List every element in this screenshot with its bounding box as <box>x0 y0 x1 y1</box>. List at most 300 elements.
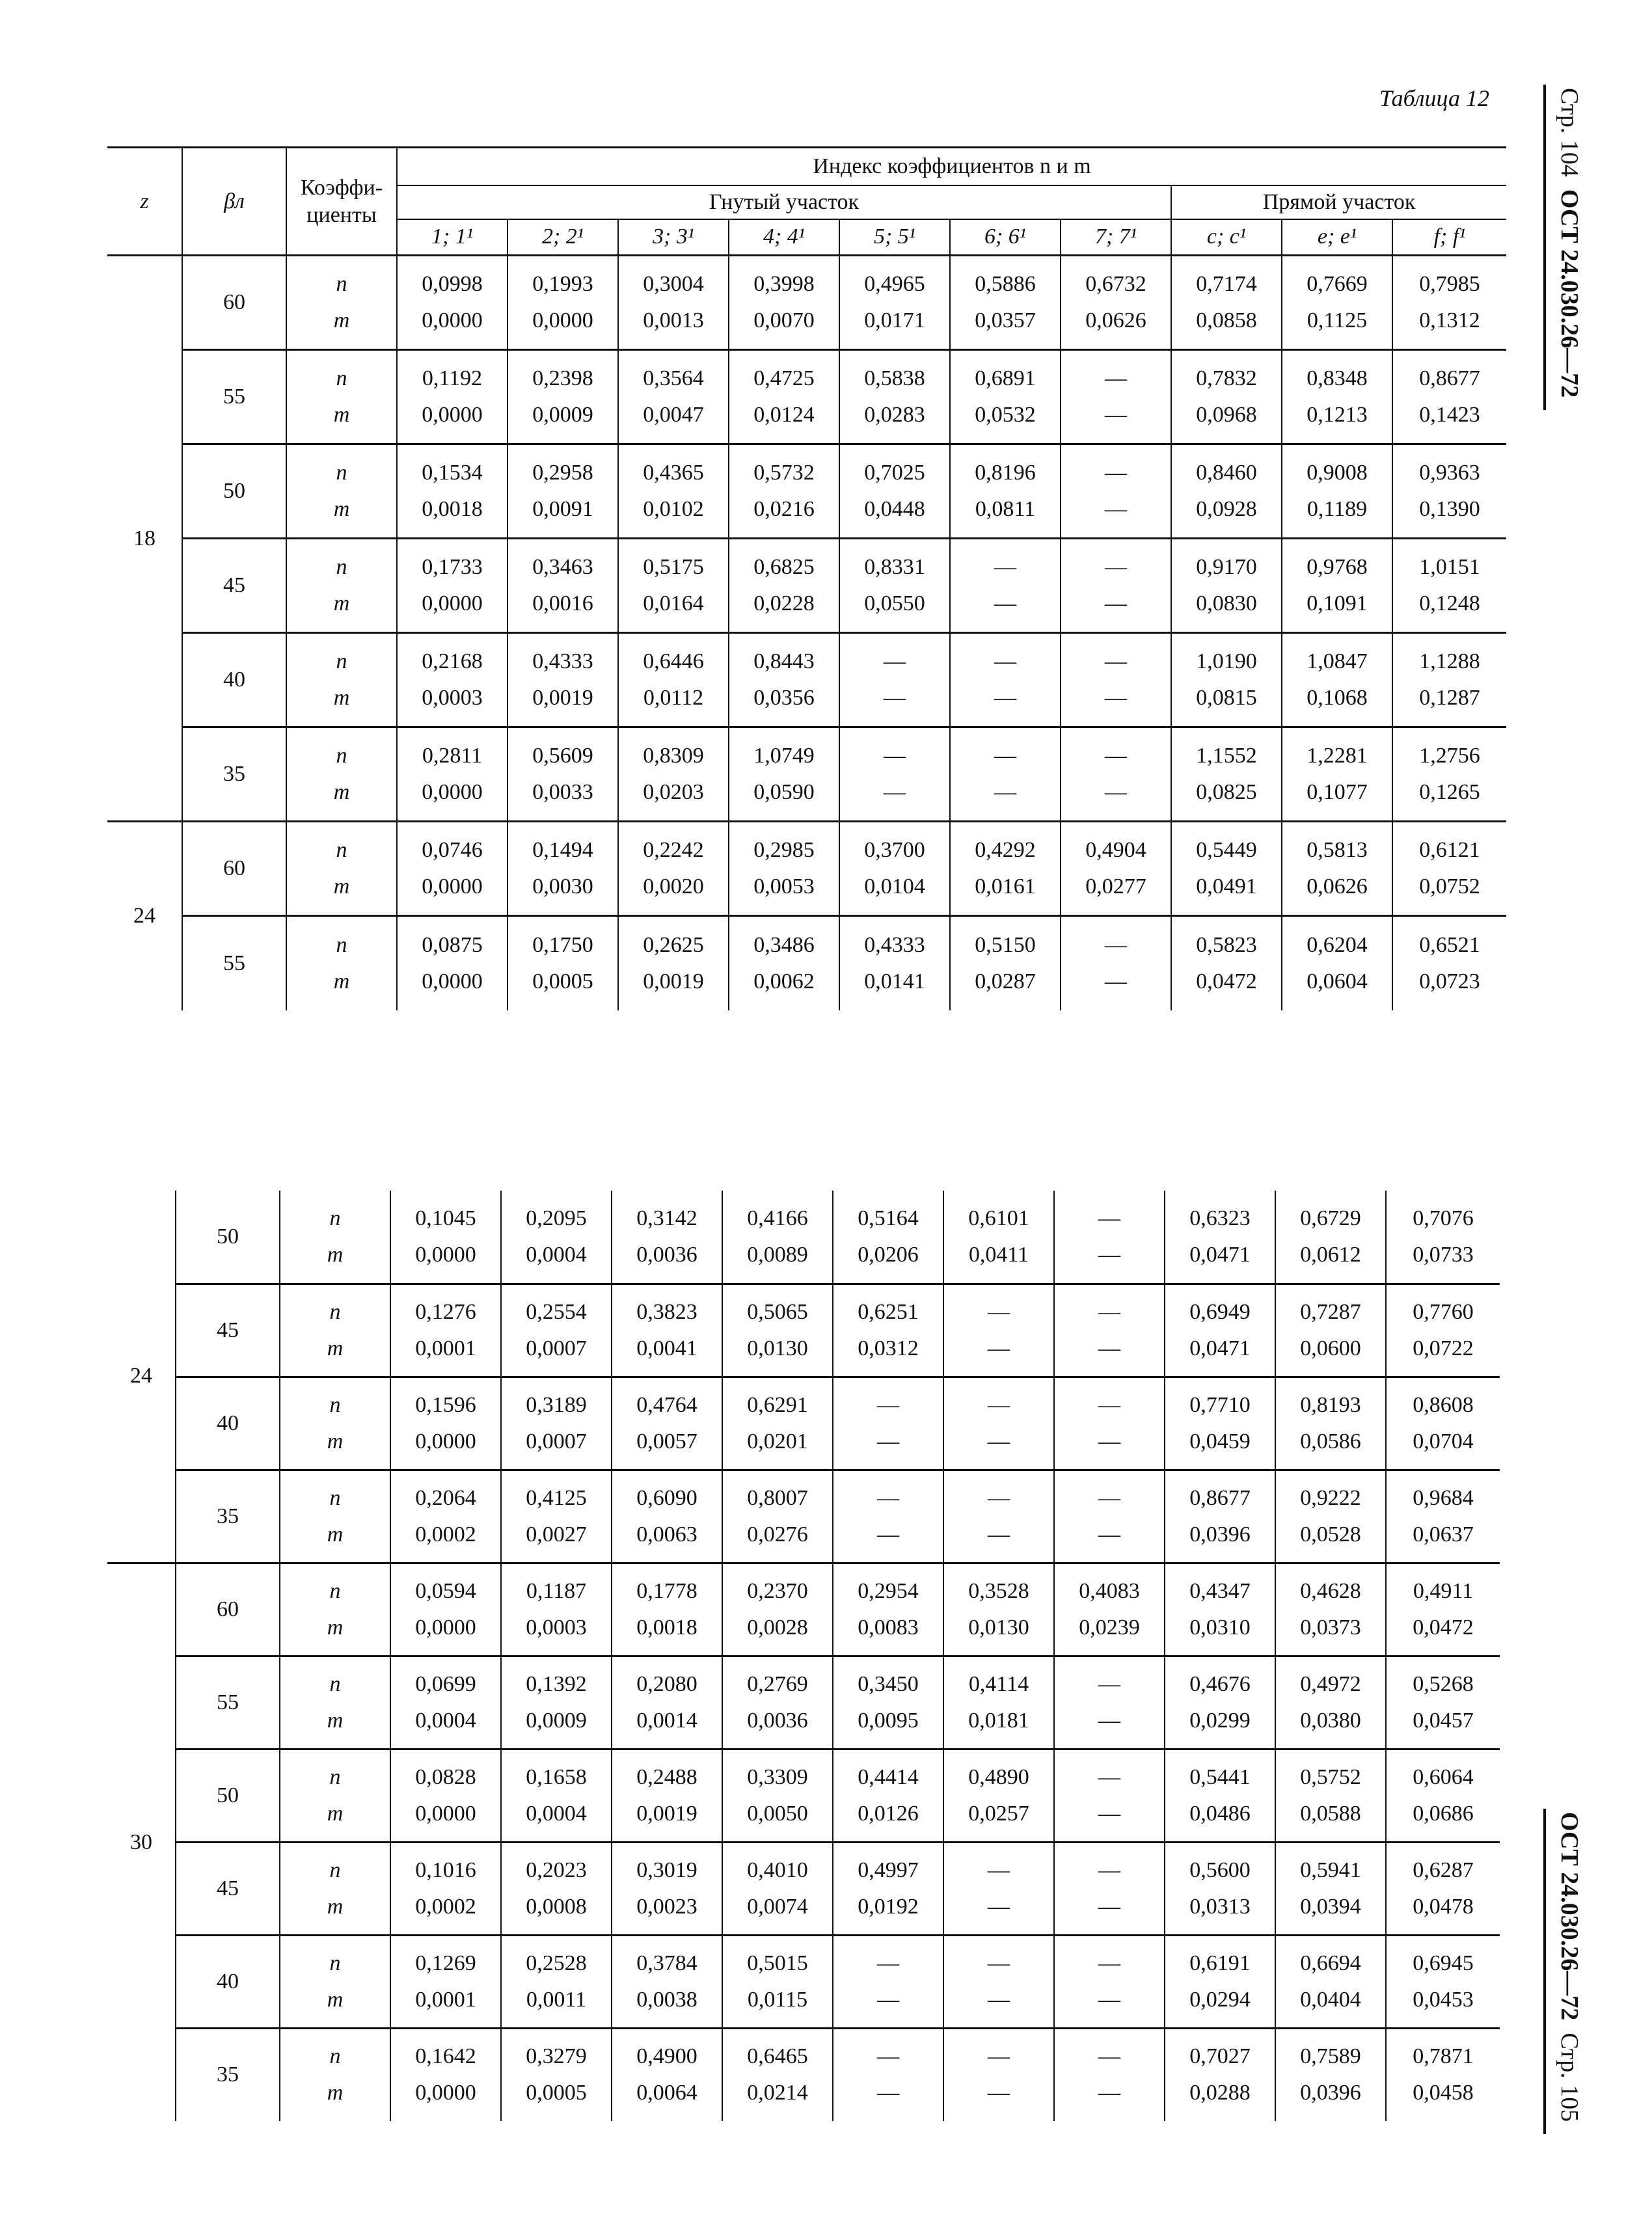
value-cell <box>1275 1935 1386 2028</box>
value-cell <box>508 256 618 350</box>
m-value: — <box>1105 591 1127 615</box>
value-cell <box>833 1842 943 1935</box>
value-cell <box>833 1749 943 1842</box>
n-value: 0,7174 <box>1196 272 1257 296</box>
n-value: 0,5268 <box>1413 1671 1474 1696</box>
m-value: 0,1091 <box>1307 591 1368 615</box>
value-cell <box>1282 822 1392 916</box>
m-value: 0,0201 <box>747 1429 808 1453</box>
m-value: 0,0453 <box>1413 1987 1474 2012</box>
table-row <box>107 1377 1500 1470</box>
m-value: 0,0057 <box>636 1429 697 1453</box>
value-cell <box>397 822 508 916</box>
n-value: — <box>988 2044 1010 2069</box>
m-value: 0,0000 <box>422 403 483 427</box>
value-cell <box>1392 539 1506 633</box>
value-cell <box>1275 2028 1386 2121</box>
n-value: 0,4890 <box>968 1764 1029 1789</box>
coef-n-label: n <box>329 1764 341 1789</box>
header-coefficients: Коэффи- циенты <box>286 148 397 256</box>
m-value: 0,0299 <box>1189 1708 1251 1733</box>
m-value: 0,0033 <box>532 780 593 804</box>
value-cell <box>1061 539 1171 633</box>
m-value: — <box>1098 1801 1120 1826</box>
m-value: 0,0000 <box>415 1429 476 1453</box>
m-value: 0,0047 <box>643 403 704 427</box>
value-cell <box>950 822 1061 916</box>
value-cell <box>1054 1377 1165 1470</box>
value-cell <box>1386 1191 1500 1284</box>
z-value: 24 <box>107 822 182 1010</box>
value-cell <box>618 916 729 1010</box>
value-cell <box>390 2028 501 2121</box>
m-value: 0,0030 <box>532 874 593 898</box>
m-value: 0,0074 <box>747 1894 808 1919</box>
n-value: 0,8348 <box>1307 366 1368 390</box>
n-value: — <box>1105 461 1127 485</box>
n-value: 0,1733 <box>422 555 483 579</box>
n-value: 0,5823 <box>1196 932 1257 957</box>
n-value: 0,6204 <box>1307 932 1368 957</box>
beta-value: 50 <box>176 1749 280 1842</box>
beta-value: 45 <box>176 1284 280 1377</box>
m-value: — <box>877 2081 899 2105</box>
m-value: 0,0811 <box>975 497 1036 521</box>
n-value: 0,7871 <box>1413 2044 1474 2069</box>
n-value: 0,3142 <box>636 1206 697 1230</box>
m-value: — <box>1105 403 1127 427</box>
m-value: 0,0036 <box>747 1708 808 1733</box>
m-value: 0,0004 <box>526 1801 587 1826</box>
m-value: 0,0478 <box>1413 1894 1474 1919</box>
m-value: 0,0448 <box>864 497 925 521</box>
n-value: 0,0594 <box>415 1578 476 1603</box>
n-value: 0,2370 <box>747 1578 808 1603</box>
coef-m-label: m <box>327 1708 344 1733</box>
n-value: 0,5838 <box>864 366 925 390</box>
value-cell <box>943 1284 1054 1377</box>
n-value: — <box>1105 366 1127 390</box>
n-value: — <box>1098 1951 1120 1975</box>
m-value: — <box>1098 1242 1120 1267</box>
m-value: — <box>988 1987 1010 2012</box>
value-cell <box>1061 916 1171 1010</box>
m-value: 0,0041 <box>636 1336 697 1360</box>
n-value: 1,0190 <box>1196 649 1257 673</box>
value-cell <box>501 1656 612 1749</box>
n-value: 0,6251 <box>858 1299 919 1324</box>
n-value: 0,4965 <box>864 272 925 296</box>
value-cell <box>612 1749 722 1842</box>
m-value: 0,0020 <box>643 874 704 898</box>
value-cell <box>390 1377 501 1470</box>
n-value: — <box>877 1392 899 1417</box>
value-cell <box>501 2028 612 2121</box>
n-value: 0,6825 <box>753 555 815 579</box>
n-value: 0,4725 <box>753 366 815 390</box>
m-value: 0,0027 <box>526 1522 587 1547</box>
value-cell <box>1171 256 1282 350</box>
m-value: 0,0723 <box>1419 969 1480 993</box>
n-value: 0,4900 <box>636 2044 697 2069</box>
table-row <box>107 539 1506 633</box>
coefficient-labels <box>280 1191 390 1284</box>
coef-n-label: n <box>329 1578 341 1603</box>
n-value: 0,3564 <box>643 366 704 390</box>
beta-value: 55 <box>182 350 286 444</box>
m-value: 0,0000 <box>422 874 483 898</box>
m-value: 0,0063 <box>636 1522 697 1547</box>
m-value: 0,1213 <box>1307 403 1368 427</box>
m-value: 0,0050 <box>747 1801 808 1826</box>
value-cell <box>833 1377 943 1470</box>
value-cell <box>729 539 839 633</box>
m-value: 0,1423 <box>1419 403 1480 427</box>
n-value: 0,1778 <box>636 1578 697 1603</box>
n-value: 0,0875 <box>422 932 483 957</box>
beta-value: 60 <box>176 1563 280 1656</box>
m-value: 0,0004 <box>415 1708 476 1733</box>
m-value: — <box>994 686 1016 710</box>
m-value: 0,0704 <box>1413 1429 1474 1453</box>
beta-value: 55 <box>176 1656 280 1749</box>
m-value: 0,0019 <box>643 969 704 993</box>
value-cell <box>1386 1563 1500 1656</box>
beta-value: 40 <box>182 633 286 727</box>
value-cell <box>839 822 950 916</box>
z-value: 18 <box>133 526 156 550</box>
value-cell <box>501 1470 612 1563</box>
value-cell <box>722 1284 833 1377</box>
value-cell <box>729 633 839 727</box>
n-value: — <box>1098 1206 1120 1230</box>
n-value: 0,0828 <box>415 1764 476 1789</box>
m-value: 0,0588 <box>1300 1801 1361 1826</box>
value-cell <box>1386 1470 1500 1563</box>
value-cell <box>950 727 1061 822</box>
value-cell <box>1282 350 1392 444</box>
value-cell <box>839 633 950 727</box>
table-caption: Таблица 12 <box>1379 85 1489 111</box>
coef-n-label: n <box>336 744 347 768</box>
m-value: 0,0686 <box>1413 1801 1474 1826</box>
m-value: 0,0257 <box>968 1801 1029 1826</box>
coef-n-label: n <box>329 1858 341 1882</box>
coef-m-label: m <box>333 780 350 804</box>
value-cell <box>501 1191 612 1284</box>
m-value: 0,0203 <box>643 780 704 804</box>
value-cell <box>397 350 508 444</box>
n-value: — <box>884 649 906 673</box>
m-value: 0,0612 <box>1300 1242 1361 1267</box>
value-cell <box>950 256 1061 350</box>
n-value: 0,4347 <box>1189 1578 1251 1603</box>
n-value: 0,4333 <box>864 932 925 957</box>
n-value: 0,6732 <box>1085 272 1146 296</box>
n-value: 0,2811 <box>422 744 483 768</box>
n-value: 0,5441 <box>1189 1764 1251 1789</box>
n-value: 0,2023 <box>526 1858 587 1882</box>
coef-m-label: m <box>327 1615 344 1640</box>
m-value: 0,0604 <box>1307 969 1368 993</box>
m-value: 0,0276 <box>747 1522 808 1547</box>
m-value: 0,0206 <box>858 1242 919 1267</box>
n-value: 0,1016 <box>415 1858 476 1882</box>
m-value: 0,0356 <box>753 686 815 710</box>
value-cell <box>722 1563 833 1656</box>
value-cell <box>943 1935 1054 2028</box>
value-cell <box>729 916 839 1010</box>
column-header: 5; 5¹ <box>839 219 950 256</box>
m-value: 0,0357 <box>975 308 1036 332</box>
n-value: 0,1276 <box>415 1299 476 1324</box>
value-cell <box>1165 1470 1275 1563</box>
coefficient-labels <box>280 1563 390 1656</box>
n-value: 0,5609 <box>532 744 593 768</box>
value-cell <box>1054 1284 1165 1377</box>
n-value: — <box>877 1951 899 1975</box>
m-value: — <box>988 1336 1010 1360</box>
value-cell <box>1054 2028 1165 2121</box>
coefficient-labels <box>280 1935 390 2028</box>
value-cell <box>508 444 618 539</box>
n-value: 0,4114 <box>968 1671 1029 1696</box>
coef-m-label: m <box>327 1894 344 1919</box>
value-cell <box>1165 2028 1275 2121</box>
value-cell <box>1275 1656 1386 1749</box>
n-value: 0,1187 <box>526 1578 587 1603</box>
m-value: 0,0028 <box>747 1615 808 1640</box>
n-value: 0,4292 <box>975 838 1036 862</box>
m-value: 0,0009 <box>526 1708 587 1733</box>
side-header-top <box>1555 88 1584 398</box>
value-cell <box>1386 1749 1500 1842</box>
n-value: — <box>1105 649 1127 673</box>
n-value: 0,3700 <box>864 838 925 862</box>
coef-n-label: n <box>329 1485 341 1510</box>
coefficient-labels <box>280 2028 390 2121</box>
m-value: 0,0009 <box>532 403 593 427</box>
n-value: 0,6090 <box>636 1485 697 1510</box>
m-value: 0,0011 <box>526 1987 587 2012</box>
m-value: — <box>877 1429 899 1453</box>
coefficient-labels <box>280 1749 390 1842</box>
value-cell <box>1165 1842 1275 1935</box>
value-cell <box>950 916 1061 1010</box>
value-cell <box>1392 916 1506 1010</box>
table-row <box>107 1563 1500 1656</box>
n-value: 0,2168 <box>422 649 483 673</box>
beta-value: 45 <box>176 1842 280 1935</box>
m-value: 0,0016 <box>532 591 593 615</box>
value-cell <box>1054 1563 1165 1656</box>
m-value: 0,0023 <box>636 1894 697 1919</box>
m-value: 0,0064 <box>636 2081 697 2105</box>
m-value: 0,1287 <box>1419 686 1480 710</box>
n-value: 0,4628 <box>1300 1578 1361 1603</box>
m-value: 0,0014 <box>636 1708 697 1733</box>
n-value: 0,4972 <box>1300 1671 1361 1696</box>
value-cell <box>950 444 1061 539</box>
m-value: 0,0192 <box>858 1894 919 1919</box>
n-value: 0,6891 <box>975 366 1036 390</box>
n-value: 0,1269 <box>415 1951 476 1975</box>
n-value: 0,8196 <box>975 461 1036 485</box>
value-cell <box>390 1749 501 1842</box>
value-cell <box>1392 822 1506 916</box>
m-value: — <box>1098 1708 1120 1733</box>
value-cell <box>397 444 508 539</box>
value-cell <box>1275 1470 1386 1563</box>
m-value: — <box>1105 780 1127 804</box>
n-value: 0,2488 <box>636 1764 697 1789</box>
coefficient-labels <box>286 350 397 444</box>
m-value: 0,0752 <box>1419 874 1480 898</box>
n-value: 0,7589 <box>1300 2044 1361 2069</box>
n-value: 0,1642 <box>415 2044 476 2069</box>
n-value: — <box>1098 1485 1120 1510</box>
beta-value: 50 <box>176 1191 280 1284</box>
m-value: 0,0130 <box>747 1336 808 1360</box>
header-z: z <box>107 148 182 256</box>
value-cell <box>943 1377 1054 1470</box>
n-value: 0,8193 <box>1300 1392 1361 1417</box>
value-cell <box>1054 1470 1165 1563</box>
m-value: — <box>1105 497 1127 521</box>
value-cell <box>722 1935 833 2028</box>
m-value: 0,0124 <box>753 403 815 427</box>
m-value: 0,0626 <box>1307 874 1368 898</box>
n-value: 0,9222 <box>1300 1485 1361 1510</box>
m-value: — <box>1098 2081 1120 2105</box>
value-cell <box>508 727 618 822</box>
m-value: 0,1189 <box>1307 497 1368 521</box>
value-cell <box>1386 2028 1500 2121</box>
column-header: f; f¹ <box>1392 219 1506 256</box>
table-row <box>107 1284 1500 1377</box>
coefficient-labels <box>286 916 397 1010</box>
value-cell <box>612 1284 722 1377</box>
n-value: 0,9008 <box>1307 461 1368 485</box>
coef-n-label: n <box>336 838 347 862</box>
value-cell <box>612 1470 722 1563</box>
n-value: 0,1534 <box>422 461 483 485</box>
value-cell <box>1171 727 1282 822</box>
n-value: 0,6121 <box>1419 838 1480 862</box>
m-value: 0,0104 <box>864 874 925 898</box>
z-value: 24 <box>130 1364 152 1388</box>
m-value: — <box>1098 1522 1120 1547</box>
coefficients-table-bottom <box>107 1191 1500 2121</box>
value-cell <box>1061 256 1171 350</box>
n-value: 0,8331 <box>864 555 925 579</box>
beta-value: 60 <box>182 822 286 916</box>
value-cell <box>833 1935 943 2028</box>
n-value: 0,5813 <box>1307 838 1368 862</box>
n-value: 0,8309 <box>643 744 704 768</box>
value-cell <box>612 1935 722 2028</box>
m-value: 0,0637 <box>1413 1522 1474 1547</box>
header-beta: βл <box>182 148 286 256</box>
value-cell <box>397 256 508 350</box>
n-value: 0,5015 <box>747 1951 808 1975</box>
m-value: — <box>884 686 906 710</box>
m-value: — <box>1098 1336 1120 1360</box>
n-value: 0,5941 <box>1300 1858 1361 1882</box>
value-cell <box>618 256 729 350</box>
value-cell <box>943 1656 1054 1749</box>
n-value: 0,1658 <box>526 1764 587 1789</box>
value-cell <box>1165 1656 1275 1749</box>
n-value: 0,3019 <box>636 1858 697 1882</box>
n-value: 0,0699 <box>415 1671 476 1696</box>
coef-n-label: n <box>329 1671 341 1696</box>
value-cell <box>1054 1935 1165 2028</box>
n-value: 0,6729 <box>1300 1206 1361 1230</box>
value-cell <box>1054 1842 1165 1935</box>
m-value: 0,0312 <box>858 1336 919 1360</box>
m-value: 0,0141 <box>864 969 925 993</box>
m-value: 0,0471 <box>1189 1242 1251 1267</box>
m-value: — <box>988 1522 1010 1547</box>
m-value: 0,0013 <box>643 308 704 332</box>
table-row <box>107 1935 1500 2028</box>
value-cell <box>612 2028 722 2121</box>
table-row <box>107 256 1506 350</box>
m-value: 0,0171 <box>864 308 925 332</box>
value-cell <box>390 1656 501 1749</box>
m-value: 0,0000 <box>422 308 483 332</box>
table-row <box>107 916 1506 1010</box>
coefficient-labels <box>286 633 397 727</box>
value-cell <box>1386 1377 1500 1470</box>
m-value: 0,0001 <box>415 1336 476 1360</box>
value-cell <box>508 916 618 1010</box>
n-value: 0,4166 <box>747 1206 808 1230</box>
m-value: 0,0471 <box>1189 1336 1251 1360</box>
m-value: 0,0396 <box>1189 1522 1251 1547</box>
m-value: 0,0396 <box>1300 2081 1361 2105</box>
n-value: 0,4365 <box>643 461 704 485</box>
n-value: 0,2398 <box>532 366 593 390</box>
value-cell <box>1275 1842 1386 1935</box>
column-header: e; e¹ <box>1282 219 1392 256</box>
n-value: 0,2625 <box>643 932 704 957</box>
value-cell <box>1171 822 1282 916</box>
z-value: 30 <box>107 1563 176 2121</box>
m-value: 0,0083 <box>858 1615 919 1640</box>
m-value: — <box>994 591 1016 615</box>
m-value: 0,0000 <box>415 1242 476 1267</box>
n-value: — <box>1098 1858 1120 1882</box>
m-value: 0,0018 <box>422 497 483 521</box>
n-value: 0,4904 <box>1085 838 1146 862</box>
m-value: 0,0115 <box>747 1987 808 2012</box>
n-value: 0,5150 <box>975 932 1036 957</box>
value-cell <box>722 2028 833 2121</box>
n-value: 0,5065 <box>747 1299 808 1324</box>
m-value: 0,0411 <box>968 1242 1029 1267</box>
m-value: 0,0053 <box>753 874 815 898</box>
m-value: 0,0181 <box>968 1708 1029 1733</box>
value-cell <box>1061 633 1171 727</box>
value-cell <box>618 539 729 633</box>
m-value: 0,0062 <box>753 969 815 993</box>
table-row <box>107 1749 1500 1842</box>
n-value: 0,9684 <box>1413 1485 1474 1510</box>
coef-m-label: m <box>327 1242 344 1267</box>
m-value: 0,1248 <box>1419 591 1480 615</box>
